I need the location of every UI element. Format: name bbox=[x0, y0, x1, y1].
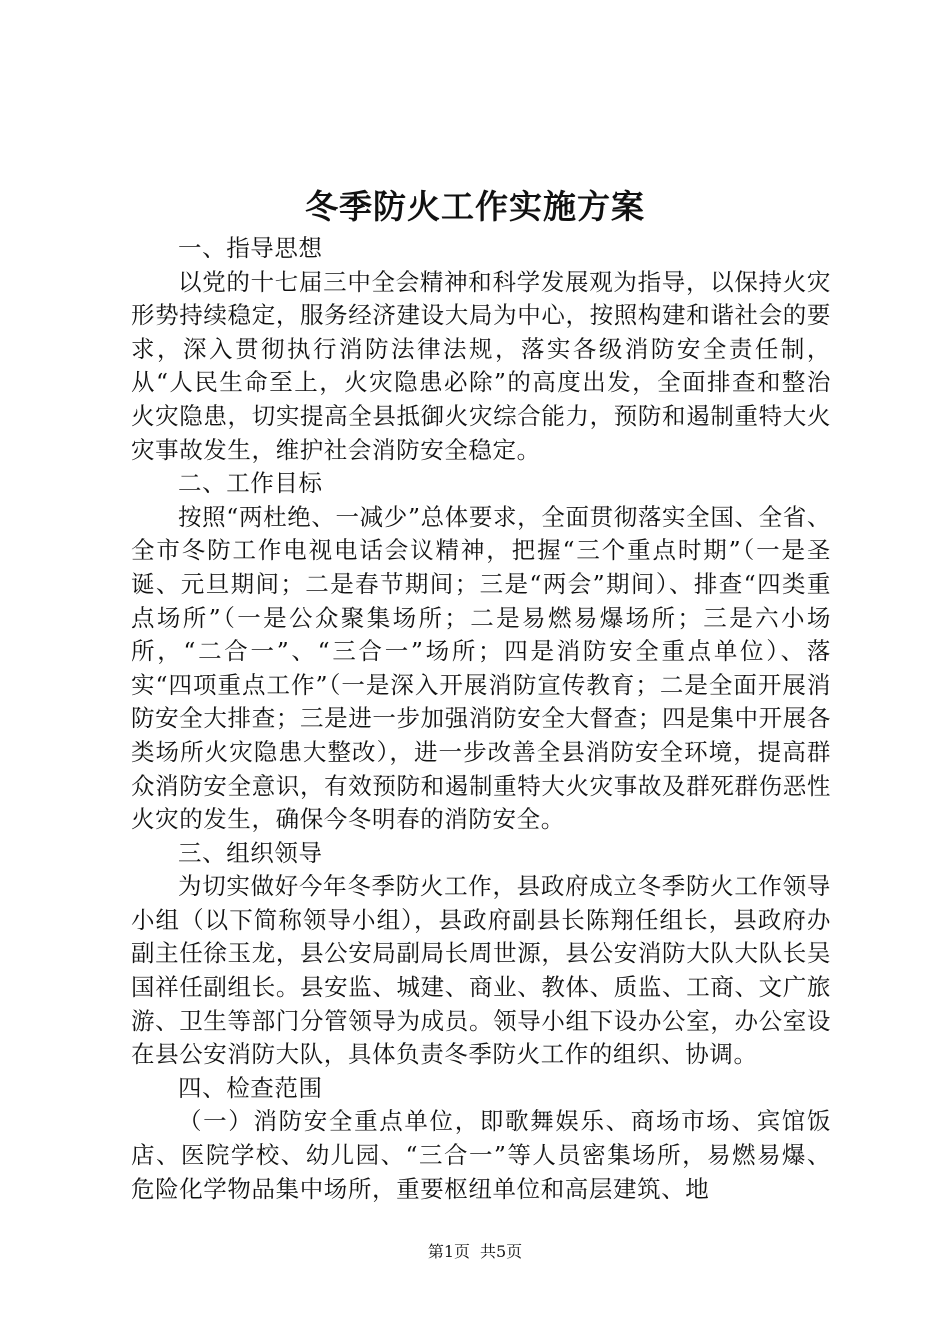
section-heading-inspection-scope: 四、检查范围 bbox=[178, 1073, 323, 1102]
paragraph-organization: 为切实做好今年冬季防火工作，县政府成立冬季防火工作领导小组（以下简称领导小组），县政府副县长陈翔任组长，县政府办副主任徐玉龙，县公安局副局长周世源，县公安消防大队大队长吴国祥任副组长。县安监、城建、商业、教体、质监、工商、文广旅游、卫生等部门分管领导为成员。领导小组下设办公室，办公室设在县公安消防大队，具体负责冬季防火工作的组织、协调。 bbox=[131, 872, 831, 1069]
page-footer bbox=[0, 1240, 950, 1264]
section-heading-work-goals: 二、工作目标 bbox=[178, 469, 323, 498]
section-heading-guiding-ideology: 一、指导思想 bbox=[178, 234, 323, 262]
page-number: 第1页 bbox=[427, 1242, 470, 1261]
document-body bbox=[131, 232, 831, 1206]
document-title: 冬季防火工作实施方案 bbox=[305, 187, 645, 226]
section-heading-organization: 三、组织领导 bbox=[178, 838, 323, 867]
paragraph-guiding-ideology: 以党的十七届三中全会精神和科学发展观为指导，以保持火灾形势持续稳定，服务经济建设大局为中心，按照构建和谐社会的要求，深入贯彻执行消防法律法规，落实各级消防安全责任制，从“人民生命至上，火灾隐患必除”的高度出发，全面排查和整治火灾隐患，切实提高全县抵御火灾综合能力，预防和遏制重特大火灾事故发生，维护社会消防安全稳定。 bbox=[131, 267, 831, 464]
page-total: 共5页 bbox=[480, 1242, 523, 1261]
paragraph-work-goals: 按照“两杜绝、一减少”总体要求，全面贯彻落实全国、全省、全市冬防工作电视电话会议精神，把握“三个重点时期”（一是圣诞、元旦期间；二是春节期间；三是“两会”期间）、排查“四类重点场所”（一是公众聚集场所；二是易燃易爆场所；三是六小场所，“二合一”、“三合一”场所；四是消防安全重点单位）、落实“四项重点工作”（一是深入开展消防宣传教育；二是全面开展消防安全大排查；三是进一步加强消防安全大督查；四是集中开展各类场所火灾隐患大整改），进一步改善全县消防安全环境，提高群众消防安全意识，有效预防和遏制重特大火灾事故及群死群伤恶性火灾的发生，确保今冬明春的消防安全。 bbox=[131, 502, 831, 834]
paragraph-inspection-scope-1: （一）消防安全重点单位，即歌舞娱乐、商场市场、宾馆饭店、医院学校、幼儿园、“三合一”等人员密集场所，易燃易爆、危险化学物品集中场所，重要枢纽单位和高层建筑、地 bbox=[131, 1107, 831, 1203]
